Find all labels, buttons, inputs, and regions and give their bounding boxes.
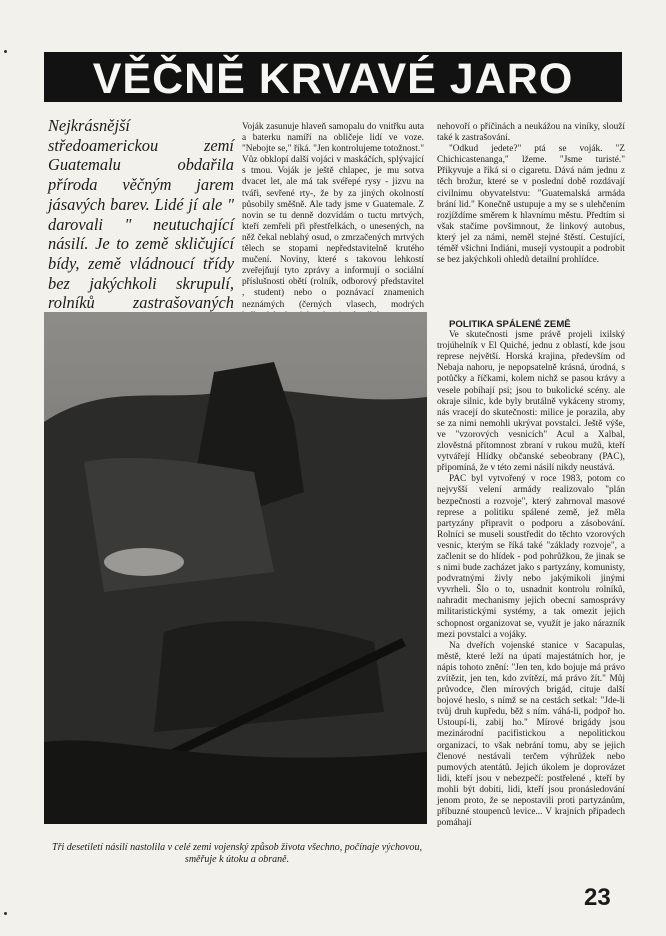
page-number: 23 (584, 884, 611, 911)
body-paragraph: nehovoří o příčinách a neukážou na viníky, slouží také k zastrašování. (437, 122, 625, 144)
article-title: VĚČNĚ KRVAVÉ JARO (92, 55, 574, 103)
section-heading: POLITIKA SPÁLENÉ ZEMĚ (449, 319, 571, 330)
body-paragraph: Na dveřích vojenské stanice v Sacapulas, městě, které leží na úpatí majestátních hor, je nápis tohoto znění: "Jen ten, kdo bojuje má právo zvítězit, jen ten, kdo zvítězí, má právo žít." Můj průvodce, člen mírových brigád, cituje další bojové heslo, s nímž se na cestách setkal: "Jde-li tvůj druh kupředu, běž s ním. váhá-li, podpoř ho. Ustoupí-li, zabij ho." Mírové brigády jsou mezinárodní pacifistickou a nepolitickou organizací, to však nebrání tomu, aby se jejich členové nestávali terčem výhrůžek nebo pumových atentátů. Jejich úkolem je doprovázet lidi, kteří jsou v nebezpečí: postřelené , kteří by mohli být dobiti, lidi, kteří jsou pronásledování jenom proto, že se nepostavili proti partyzánům, příbuzné stoupenců levice... V krajních případech pomáhají (437, 640, 625, 829)
body-paragraph: Ve skutečnosti jsme právě projeli ixilský trojúhelník v El Quiché, jednu z oblastí, kde jsou represe největší. Horská krajina, především od Nebaja nahoru, je nepopsatelně krásná, úrodná, s potůčky a říčkami, kolem nichž se pasou krávy a vesele pobíhají psi; jsou to bukolické scény. ale okraje silnic, kde byly brutálně vykáceny stromy, nás vracejí do skutečnosti: milice je porazila, aby se za nimi nemohli ukrývat povstalci. Ještě výše, ve "vzorových vesnicích" Acul a Xalbal, zlověstná přítomnost zbraní v rukou mužů, kteří vytvářejí Hlídky občanské sebeobrany (PAC), připomíná, že v této zemi násilí nikdy neustává. (437, 330, 625, 474)
body-paragraph: "Odkud jedete?" ptá se voják. "Z Chichicastenanga," lžeme. "Jsme turisté." Přikyvuje a říká si o cigaretu. Dává nám jednu z těch brožur, které se v poslední době rozdávají civilnímu obyvatelstvu: "Guatemalská armáda brání lid." Konečně ustupuje a my se s ulehčením rozjíždíme směrem k hlavnímu městu. Předtím si však stačíme povšimnout, že linkový autobus, který jel za námi, neměl stejné štěstí. Cestující, téměř všichni Indiáni, musejí vystoupit a podrobit se bez jakýchkoli ohledů detailní prohlídce. (437, 144, 625, 266)
soldier-photo-image (44, 312, 427, 824)
article-photo (44, 312, 427, 824)
photo-caption: Tři desetiletí násilí nastolila v celé zemi vojenský způsob života všechno, počínaje výchovou, směřuje k útoku a obraně. (52, 842, 422, 866)
body-paragraph: PAC byl vytvořený v roce 1983, potom co nejvyšší velení armády realizovalo "plán bezpečnosti a rozvoje", který zahrnoval masové represe a politiku spálené země, jež měla partyzány připravit o podporu a zásobování. Rolníci se museli soustředit do těchto vzorových vesnic, kterým se říká také "základy rozvoje", a začlenit se do hlídek - pod pohrůžkou, že jinak se s nimi bude zacházet jako s partyzány, komunisty, podvratnými živly nebo jakýmikoli jinými vyvrheli. Šlo o to, usnadnit kontrolu rolníků, nahradit mechanismy jejich obecní samosprávy militaristickými systémy, a tak omezit jejich schopnost organizovat se, využít je jako nárazník mezi povstalci a vojáky. (437, 474, 625, 640)
scan-mark (4, 912, 7, 915)
title-banner (44, 52, 622, 102)
scan-mark (4, 50, 7, 53)
text-column-right-bottom (437, 319, 625, 829)
body-paragraph: Voják zasunuje hlaveň samopalu do vnitřku auta a baterku namíří na obličeje lidí ve voze. "Nebojte se," říká. "Jen kontrolujeme totožnost." Vůz obklopí další vojáci v maskáčích, splývající s tmou. Voják je ještě chlapec, je mu sotva dvacet let, ale má tak svéřepé rysy - jizvu na tváři, sevřené rty-, že by za jiných okolností působily směšně. Ale tady jsme v Guatemale. Z novin se tu denně dozvídám o tuctu mrtvých, kteří zemřeli při přestřelkách, o unesených, na něž čekal neblahý osud, o zmrzačených mrtvých tělech se stopami nepředstavitelně krutého mučení. Noviny, které s takovou lehkostí zveřejňují tyto zprávy a informují o sociální příslušnosti obětí (rolník, odborový představitel , student) nebo o poznávací znamenich neznámých (černých vlasech, modrých (242, 122, 424, 310)
text-column-middle (242, 122, 424, 322)
lead-paragraph: Nejkrásnější středoamerickou zemí Guatemalu obdařila příroda věčným jarem jásavých barev. Lidé jí ale " darovali " neutuchající násilí. Je to země skličující bídy, země vládnoucí třídy bez jakýchkoli skrupulí, rolníků zastrašovaných (48, 116, 234, 313)
text-column-right-top (437, 122, 625, 266)
